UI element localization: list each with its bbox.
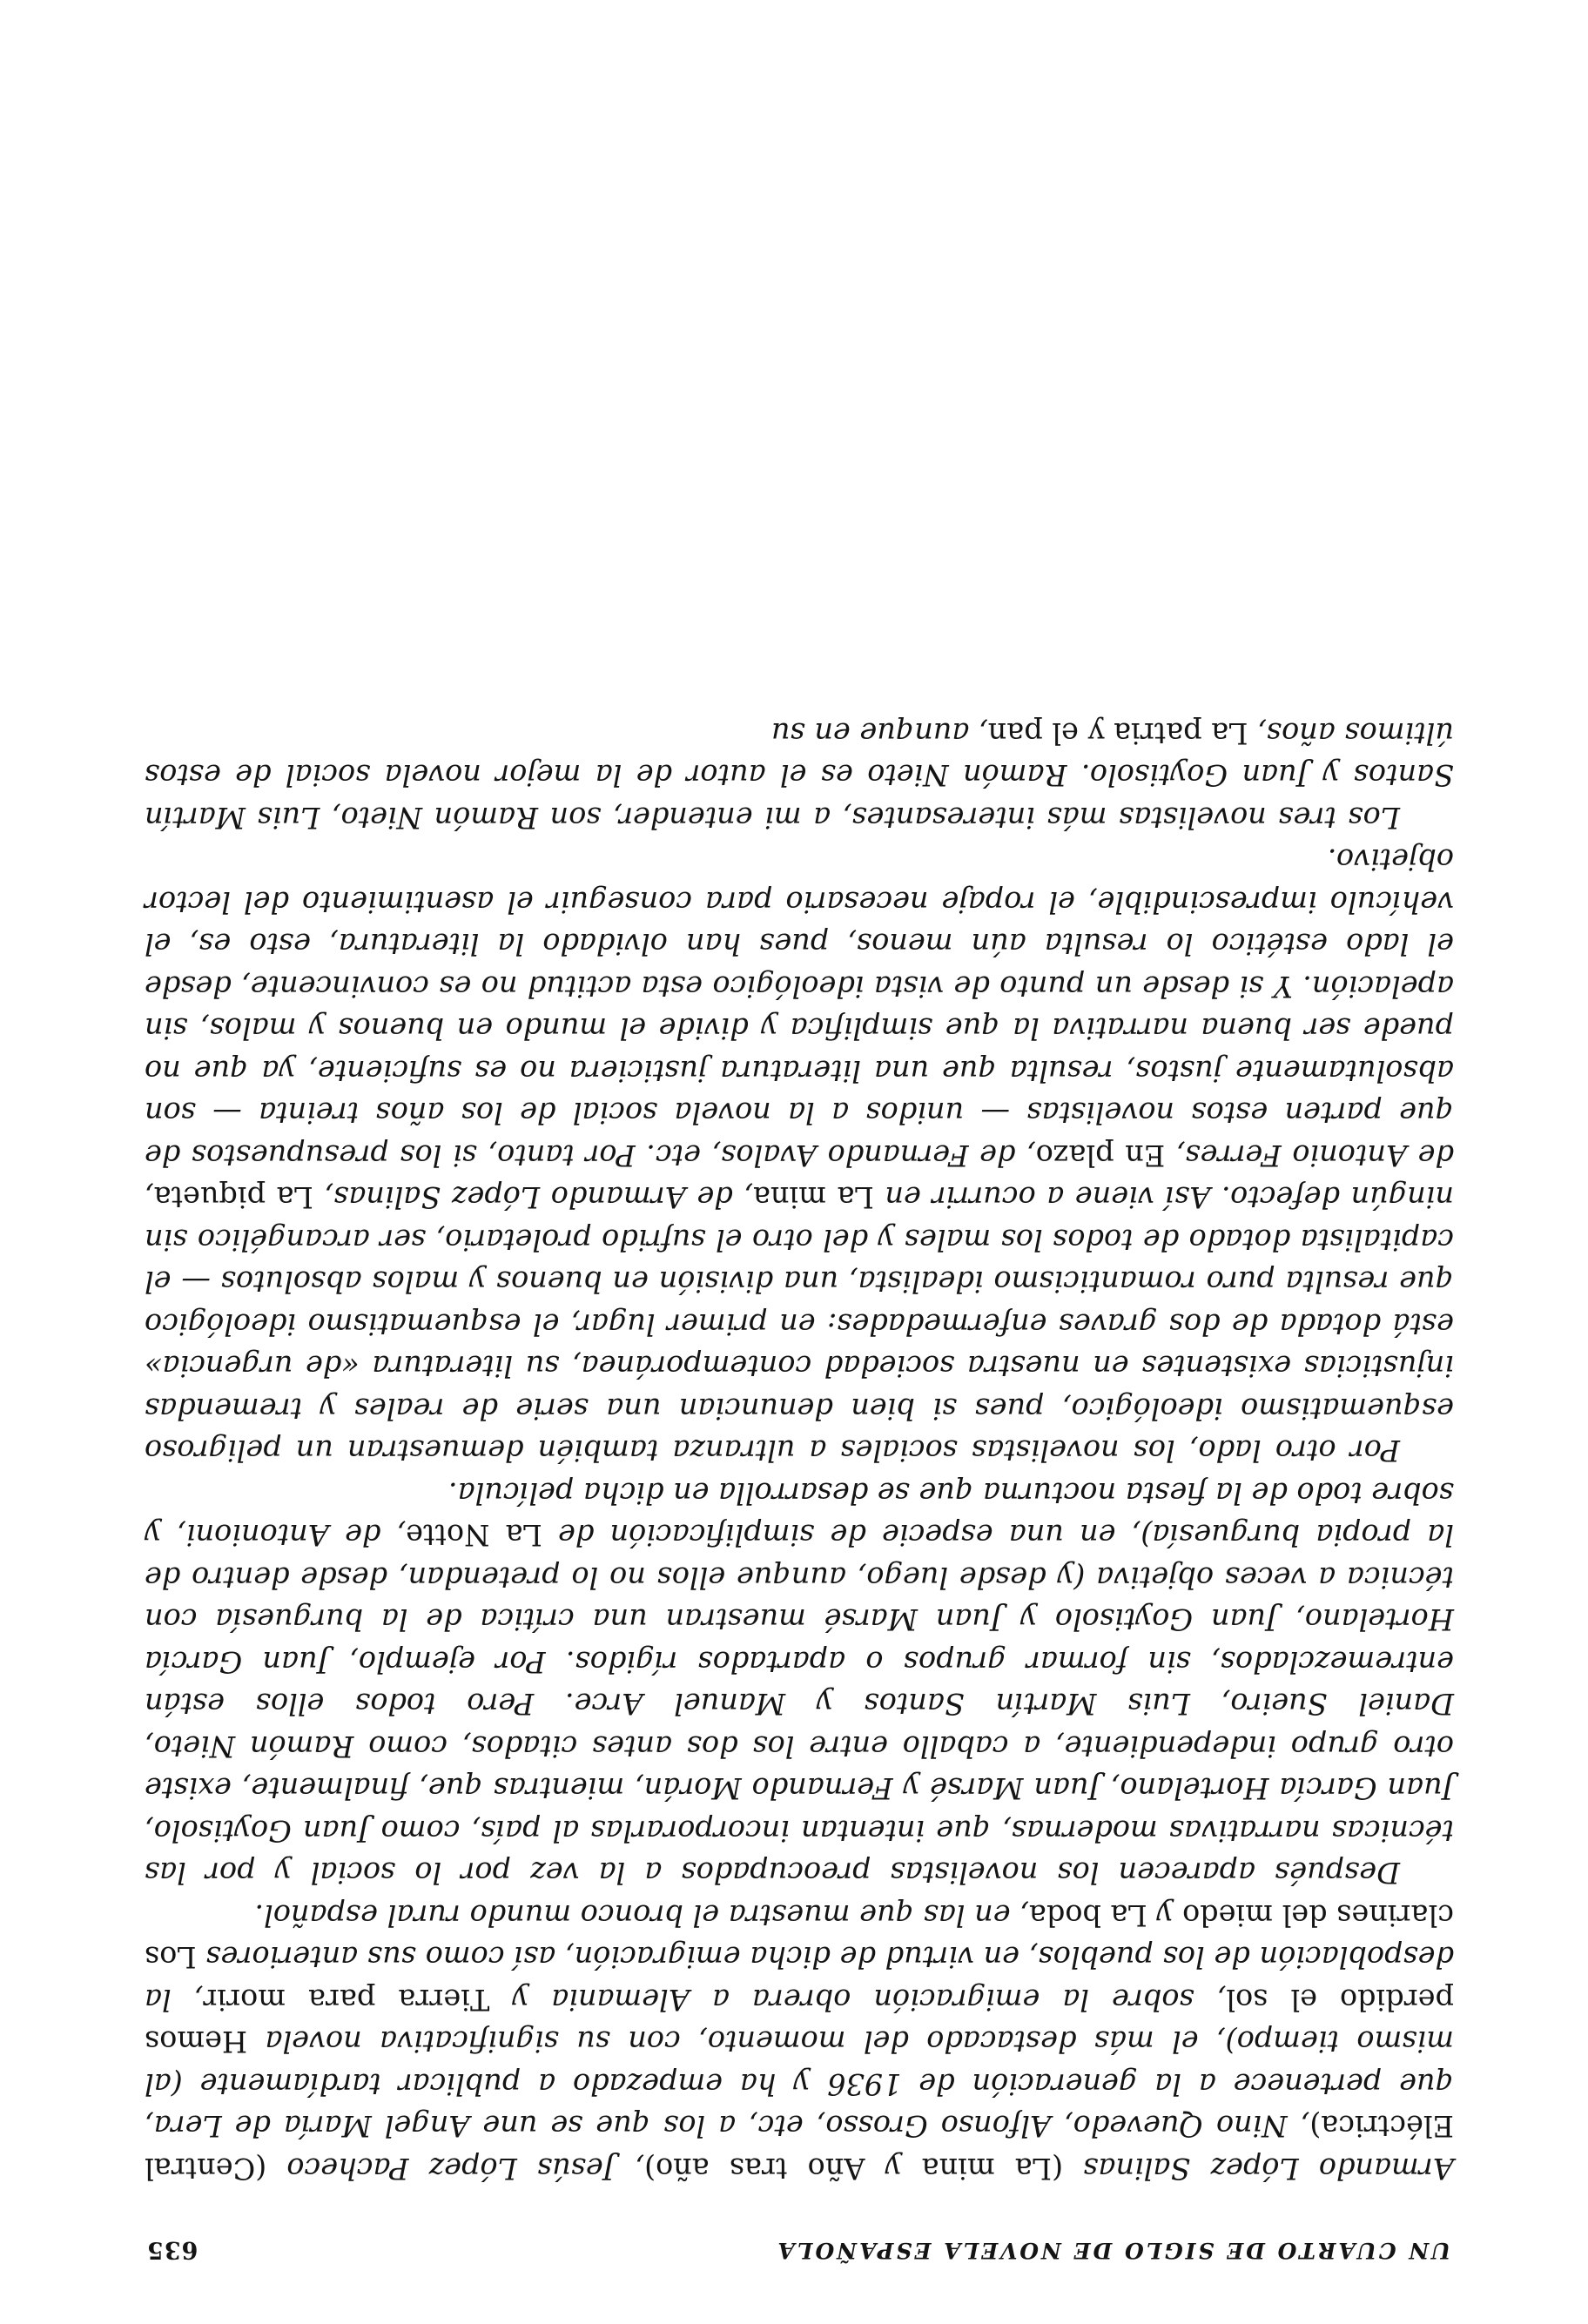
text-segment: Armando López Salinas: [1063, 2152, 1454, 2186]
title-reference: En plazo: [1035, 1138, 1166, 1172]
running-title: UN CUARTO DE SIGLO DE NOVELA ESPAÑOLA: [775, 2238, 1450, 2263]
text-segment: , Jesús López Pacheco: [266, 2152, 644, 2186]
title-reference: La boda: [1028, 1898, 1147, 1932]
text-segment: y: [865, 2152, 902, 2186]
title-reference: Tierra para morir: [203, 1983, 490, 2017]
title-reference: Los clarines del miedo: [145, 1898, 1454, 1975]
text-segment: Por otro lado, los novelistas sociales a ultranza también demuestran un peligroso esquematismo ideológico, pues si bien denuncian una serie de reales y tremendas injusticias existentes en nuestra sociedad contemporánea, su literatura «de urgencia» está dotada de dos graves enfermedades: en primer lugar, el esquematismo ideológico que resulta puro romanticismo idealista, una división en buenos y malos absolutos — el capitalista dotado de todos los males y del otro el sufrido proletario, ser arcangélico sin ningún defecto. Así viene a ocurrir en: [145, 1180, 1454, 1468]
text-segment: y: [1147, 1898, 1183, 1932]
page-number: 635: [146, 2236, 198, 2263]
paragraph: [145, 1894, 1454, 2190]
text-segment: , de Fernando Avalos, etc. Por tanto, si los presupuestos de que parten estos novelistas — unidos a la novela social de los años treinta — son absolutamente justos, resulta que una literatura justiciera no es suficiente, ya que no puede ser buena narrativa la que simplifica y divide el mundo en buenos y malos, sin apelación. Y si desde un punto de vista ideológico esta actitud no es convincente, desde el lado estético lo resulta aún menos, pues han olvidado la literatura, esto es, el vehículo imprescindible, el ropaje necesario para conseguir el asentimiento del lector objetivo.: [145, 843, 1454, 1172]
text-segment: , sobre la emigración obrera a Alemania y: [489, 1983, 1227, 2017]
text-segment: , la despoblación de los pueblos, en virtud de dicha emigración, así como sus anteriores: [145, 1940, 1454, 2017]
title-reference: La mina: [753, 1180, 874, 1215]
running-header: [146, 2220, 1452, 2263]
text-segment: , en las que muestra el bronco mundo rural español.: [254, 1898, 1029, 1932]
body-text: [145, 712, 1454, 2190]
text-segment: , de Antonioni, y sobre todo de la fiesta nocturna que se desarrolla en dicha película.: [145, 1476, 1454, 1553]
text-segment: , Nino Quevedo, Alfonso Grosso, etc, a los que se une Angel María de Lera, que pertenece a la generación de 1936 y ha empezado a publicar tardíamente (al mismo tiempo), el más destacado del momento, con su significativa novela: [145, 2025, 1454, 2144]
text-segment: , aunque en su: [770, 716, 988, 750]
paragraph: [145, 712, 1454, 839]
text-segment: , de Antonio Ferres,: [145, 1138, 1454, 1215]
title-reference: (Central Eléctrica): [145, 2109, 1454, 2186]
title-reference: (La mina: [901, 2152, 1064, 2186]
title-reference: Hemos perdido el sol: [145, 1983, 1454, 2059]
title-reference: Año tras año): [643, 2152, 865, 2186]
text-segment: , de Armando López Salinas,: [313, 1180, 753, 1215]
text-segment: Los tres novelistas más interesantes, a mi entender, son Ramón Nieto, Luis Martín Santos y Juan Goytisolo. Ramón Nieto es el autor de la mejor novela social de estos últimos años,: [145, 716, 1454, 835]
paragraph: [145, 838, 1454, 1472]
title-reference: La patria y el pan: [987, 716, 1248, 750]
title-reference: La Notte: [406, 1518, 542, 1553]
paragraph: [145, 1472, 1454, 1894]
text-segment: Después aparecen los novelistas preocupados a la vez por lo social y por las técnicas narrativas modernas, que intentan incorporarlas al país, como Juan Goytisolo, Juan García Hortelano, Juan Marsé y Fernando Morán, mientras que, finalmente, existe otro grupo independiente, a caballo entre los dos antes citados, como Ramón Nieto, Daniel Sueiro, Luis Martín Santos y Manuel Arce. Pero todos ellos están entremezclados, sin formar grupos o apartados rígidos. Por ejemplo, Juan García Hortelano, Juan Goytisolo y Juan Marsé muestran una crítica de la burguesía con técnica a veces objetiva (y desde luego, aunque ellos no lo pretendan, desde dentro de la propia burguesía), en una especie de simplificación de: [145, 1518, 1454, 1891]
title-reference: La piqueta: [153, 1180, 313, 1215]
